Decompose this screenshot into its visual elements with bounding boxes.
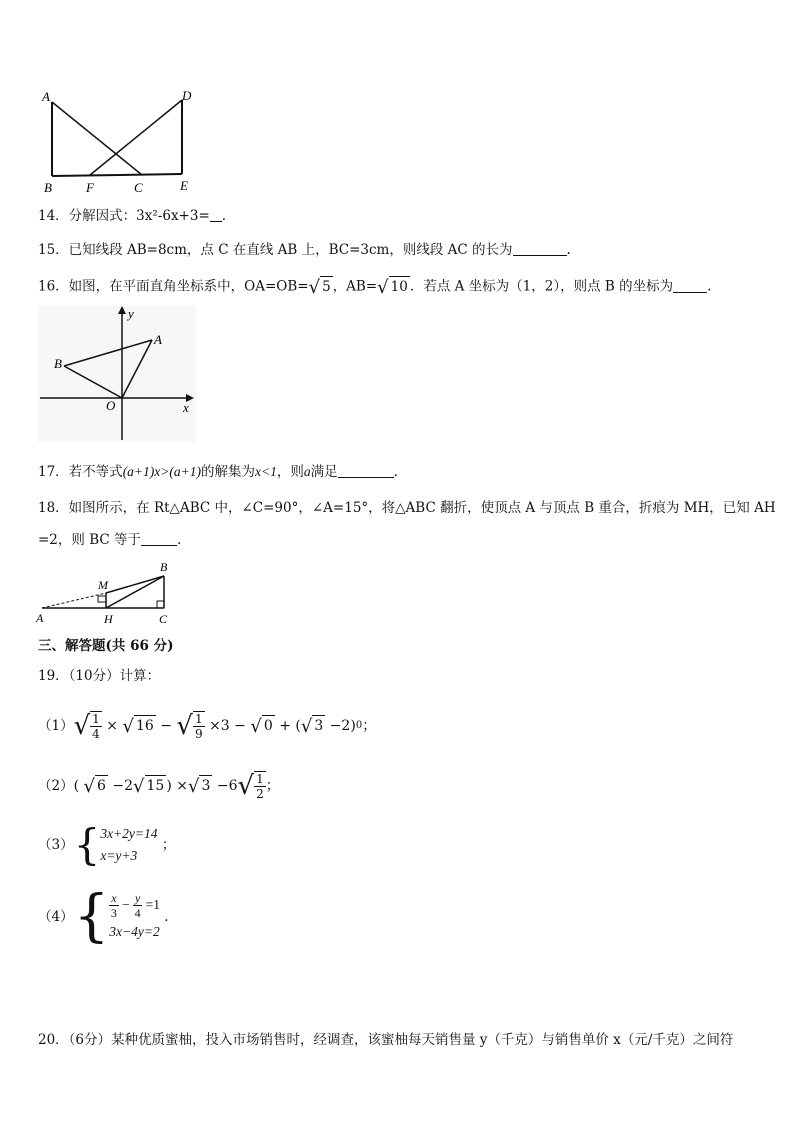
answer-blank [673,278,707,293]
label-e: E [180,178,188,193]
figure-coordinate-plane [38,306,198,444]
section-heading: 三、解答题(共 66 分) [38,638,174,654]
expression-2: ( √ 6 −2 √ 15 ) × √ 3 −6 √ $\frac{1}{2}$ ； [73,771,280,801]
question-19-title: 19．（10分）计算： [38,668,161,684]
question-15-text: 15．已知线段 AB=8cm，点 C 在直线 AB 上，BC=3cm，则线段 AC 的长为 [38,242,513,258]
figure-folded-triangle [34,560,184,626]
label-d: D [182,88,192,103]
label-a: A [42,89,50,104]
question-15: 15．已知线段 AB=8cm，点 C 在直线 AB 上，BC=3cm，则线段 AC 的长为 . [38,242,571,258]
question-17: 17．若不等式(a+1)x>(a+1)的解集为x<1，则a满足 . [38,464,398,480]
left-brace: { [73,820,101,869]
expression-1: √ $\frac{1}{4}$ × √ 16 − √ $\frac{1}{9}$ ×3 − √ 0 + ( √ 3 −2) 0 ； [73,711,377,741]
answer-blank [141,531,177,546]
left-brace: { [73,884,110,949]
sqrt-10: √ 10 [377,277,408,298]
figure-triangles-abc-def [38,86,198,198]
label-o: O [106,398,116,413]
question-18-line-2: =2，则 BC 等于 . [38,532,182,548]
label-c: C [134,180,143,195]
label-y-axis: y [128,306,134,321]
label-b: B [44,180,52,195]
label-h: H [104,612,113,626]
question-19-part-2: （2） ( √ 6 −2 √ 15 ) × √ 3 −6 √ $\frac{1}{2}$ ； [38,771,280,801]
question-19-part-3: （3） { 3x+2y=14 x=y+3 ； [38,820,176,869]
label-a: A [154,332,162,347]
label-b: B [160,560,168,574]
label-c: C [159,612,168,626]
label-m: M [98,578,108,592]
question-14: 14．分解因式：3x²-6x+3= . [38,208,227,224]
question-19-part-1: （1） √ $\frac{1}{4}$ × √ 16 − √ $\frac{1}{9}$ ×3 − √ 0 + ( √ 3 −2) 0 ； [38,711,377,741]
answer-blank [513,241,567,256]
question-14-text: 14．分解因式：3x²-6x+3= [38,208,210,224]
sqrt-5: √ 5 [308,277,331,298]
question-18-line-1: 18．如图所示，在 Rt△ABC 中，∠C=90°，∠A=15°，将△ABC 翻折，使顶点 A 与顶点 B 重合，折痕为 MH，已知 AH [38,500,776,516]
label-x-axis: x [183,400,189,415]
inequality: (a+1)x>(a+1) [122,464,201,479]
equation-system-4: $\frac{x}{3}$ − $\frac{y}{4}$ =1 3x−4y=2 [109,890,161,939]
equation-system-3: 3x+2y=14 x=y+3 [100,826,158,863]
question-16: 16．如图，在平面直角坐标系中，OA=OB=√ 5 ，AB=√ 10 ．若点 A 坐标为（1，2），则点 B 的坐标为 . [38,277,712,298]
answer-blank [338,463,394,478]
answer-blank [210,207,222,222]
label-b: B [54,356,62,371]
label-f: F [86,180,94,195]
question-19-part-4: （4） { $\frac{x}{3}$ − $\frac{y}{4}$ =1 3x−4y=2 . [38,884,169,949]
label-a: A [36,611,44,625]
question-20: 20．（6分）某种优质蜜柚，投入市场销售时，经调查，该蜜柚每天销售量 y（千克）与销售单价 x（元/千克）之间符 [38,1032,734,1048]
